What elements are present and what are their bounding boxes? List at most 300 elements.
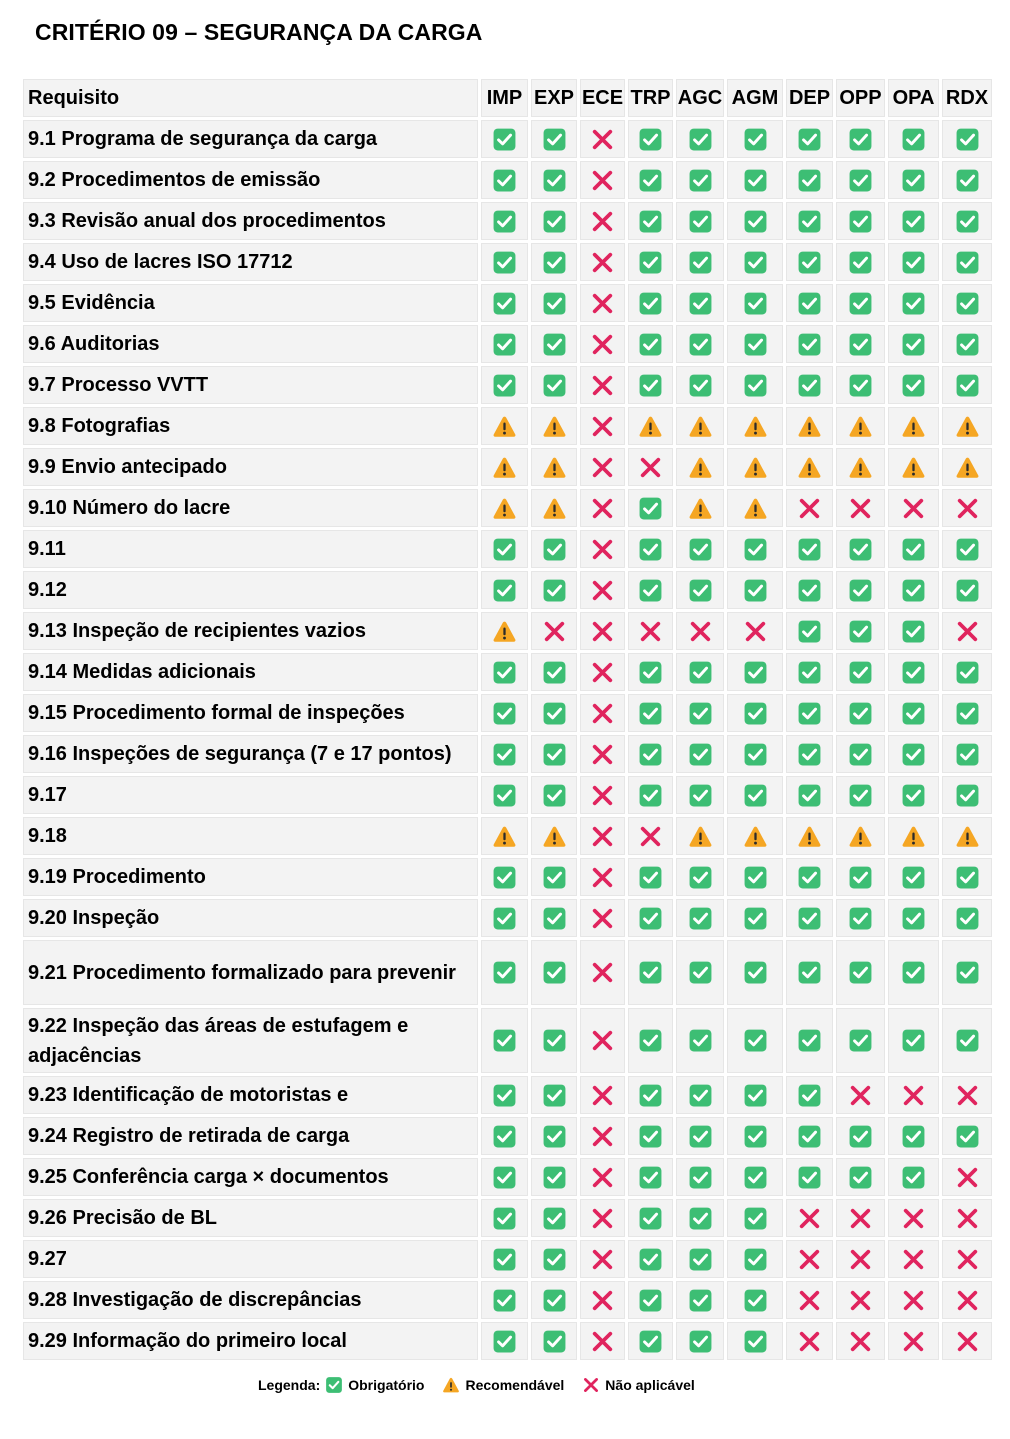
status-cell-imp: [481, 530, 528, 568]
legend-label: Legenda:: [258, 1377, 321, 1393]
status-cell-ece: [580, 571, 625, 609]
status-cell-agm: [727, 776, 783, 814]
check-icon: [901, 701, 926, 726]
status-cell-imp: [481, 694, 528, 732]
status-cell-rdx: [942, 776, 992, 814]
requirement-label: 9.20 Inspeção: [23, 899, 478, 937]
warning-icon: [848, 455, 873, 480]
check-icon: [955, 1124, 980, 1149]
cross-icon: [590, 496, 615, 521]
status-cell-dep: [786, 1199, 833, 1237]
check-icon: [797, 742, 822, 767]
column-header-dep: DEP: [786, 79, 833, 117]
check-icon: [743, 906, 768, 931]
check-icon: [743, 291, 768, 316]
status-cell-dep: [786, 202, 833, 240]
status-cell-exp: [531, 571, 577, 609]
check-icon: [901, 1028, 926, 1053]
cross-icon: [590, 414, 615, 439]
status-cell-opa: [888, 612, 939, 650]
check-icon: [848, 783, 873, 808]
status-cell-opa: [888, 1117, 939, 1155]
warning-icon: [901, 824, 926, 849]
requirement-label: 9.15 Procedimento formal de inspeções: [23, 694, 478, 732]
check-icon: [797, 373, 822, 398]
status-cell-opp: [836, 653, 885, 691]
cross-icon: [590, 783, 615, 808]
check-icon: [688, 960, 713, 985]
check-icon: [542, 332, 567, 357]
requirements-table: [23, 79, 992, 1360]
status-cell-trp: [628, 817, 673, 855]
check-icon: [797, 332, 822, 357]
status-cell-rdx: [942, 530, 992, 568]
status-cell-imp: [481, 776, 528, 814]
check-icon: [955, 960, 980, 985]
check-icon: [743, 660, 768, 685]
status-cell-opp: [836, 735, 885, 773]
check-icon: [492, 1165, 517, 1190]
check-icon: [901, 168, 926, 193]
cross-icon: [797, 1329, 822, 1354]
check-icon: [638, 906, 663, 931]
status-cell-exp: [531, 735, 577, 773]
status-cell-imp: [481, 1240, 528, 1278]
status-cell-ece: [580, 161, 625, 199]
check-icon: [955, 250, 980, 275]
status-cell-rdx: [942, 284, 992, 322]
check-icon: [743, 578, 768, 603]
check-icon: [743, 960, 768, 985]
status-cell-agm: [727, 858, 783, 896]
status-cell-dep: [786, 120, 833, 158]
check-icon: [797, 127, 822, 152]
status-cell-ece: [580, 202, 625, 240]
check-icon: [638, 578, 663, 603]
check-icon: [797, 1165, 822, 1190]
status-cell-ece: [580, 243, 625, 281]
check-icon: [492, 578, 517, 603]
cross-icon: [901, 1083, 926, 1108]
status-cell-agm: [727, 653, 783, 691]
status-cell-opa: [888, 161, 939, 199]
status-cell-opa: [888, 1158, 939, 1196]
status-cell-opa: [888, 366, 939, 404]
check-icon: [638, 250, 663, 275]
warning-icon: [743, 455, 768, 480]
status-cell-ece: [580, 776, 625, 814]
status-cell-opa: [888, 448, 939, 486]
warning-icon: [542, 496, 567, 521]
check-icon: [901, 1124, 926, 1149]
status-cell-ece: [580, 530, 625, 568]
status-cell-imp: [481, 120, 528, 158]
check-icon: [542, 1028, 567, 1053]
status-cell-imp: [481, 735, 528, 773]
column-header-imp: IMP: [481, 79, 528, 117]
cross-icon: [848, 1329, 873, 1354]
status-cell-agm: [727, 694, 783, 732]
cross-icon: [590, 1028, 615, 1053]
cross-icon: [638, 619, 663, 644]
status-cell-dep: [786, 284, 833, 322]
cross-icon: [590, 906, 615, 931]
cross-icon: [590, 1247, 615, 1272]
status-cell-opa: [888, 653, 939, 691]
status-cell-rdx: [942, 407, 992, 445]
status-cell-dep: [786, 817, 833, 855]
check-icon: [797, 1083, 822, 1108]
check-icon: [797, 960, 822, 985]
status-cell-trp: [628, 776, 673, 814]
check-icon: [638, 1247, 663, 1272]
cross-icon: [590, 742, 615, 767]
status-cell-agm: [727, 407, 783, 445]
status-cell-exp: [531, 1008, 577, 1073]
check-icon: [797, 906, 822, 931]
check-icon: [688, 1165, 713, 1190]
status-cell-rdx: [942, 366, 992, 404]
requirement-label: 9.16 Inspeções de segurança (7 e 17 pontos): [23, 735, 478, 773]
status-cell-dep: [786, 366, 833, 404]
check-icon: [688, 127, 713, 152]
status-cell-rdx: [942, 1008, 992, 1073]
check-icon: [688, 1028, 713, 1053]
status-cell-opa: [888, 325, 939, 363]
status-cell-opa: [888, 1322, 939, 1360]
check-icon: [797, 578, 822, 603]
check-icon: [901, 537, 926, 562]
requirement-label: 9.9 Envio antecipado: [23, 448, 478, 486]
check-icon: [542, 865, 567, 890]
check-icon: [743, 209, 768, 234]
check-icon: [688, 660, 713, 685]
check-icon: [542, 1247, 567, 1272]
status-cell-dep: [786, 1117, 833, 1155]
status-cell-exp: [531, 899, 577, 937]
status-cell-imp: [481, 448, 528, 486]
status-cell-agm: [727, 366, 783, 404]
status-cell-rdx: [942, 735, 992, 773]
column-header-ece: ECE: [580, 79, 625, 117]
check-icon: [743, 537, 768, 562]
column-header-opa: OPA: [888, 79, 939, 117]
status-cell-ece: [580, 940, 625, 1005]
status-cell-opp: [836, 530, 885, 568]
check-icon: [638, 783, 663, 808]
warning-icon: [848, 414, 873, 439]
legend-item-ok: Obrigatório: [348, 1377, 425, 1393]
check-icon: [848, 168, 873, 193]
status-cell-agc: [676, 776, 724, 814]
status-cell-opa: [888, 1076, 939, 1114]
check-icon: [848, 960, 873, 985]
check-icon: [901, 906, 926, 931]
check-icon: [797, 865, 822, 890]
status-cell-imp: [481, 1076, 528, 1114]
check-icon: [688, 906, 713, 931]
cross-icon: [848, 496, 873, 521]
status-cell-ece: [580, 612, 625, 650]
check-icon: [688, 373, 713, 398]
status-cell-opp: [836, 1240, 885, 1278]
status-cell-agc: [676, 1199, 724, 1237]
requirement-label: 9.14 Medidas adicionais: [23, 653, 478, 691]
status-cell-rdx: [942, 817, 992, 855]
cross-icon: [590, 1124, 615, 1149]
status-cell-agc: [676, 202, 724, 240]
status-cell-agm: [727, 243, 783, 281]
check-icon: [688, 701, 713, 726]
status-cell-imp: [481, 202, 528, 240]
status-cell-dep: [786, 1008, 833, 1073]
status-cell-dep: [786, 1158, 833, 1196]
check-icon: [848, 209, 873, 234]
check-icon: [955, 373, 980, 398]
check-icon: [542, 1165, 567, 1190]
status-cell-rdx: [942, 1322, 992, 1360]
check-icon: [901, 332, 926, 357]
status-cell-imp: [481, 243, 528, 281]
status-cell-opa: [888, 940, 939, 1005]
cross-icon: [590, 250, 615, 275]
cross-icon: [955, 1165, 980, 1190]
check-icon: [901, 250, 926, 275]
check-icon: [901, 619, 926, 644]
status-cell-dep: [786, 489, 833, 527]
check-icon: [688, 578, 713, 603]
status-cell-trp: [628, 489, 673, 527]
status-cell-exp: [531, 448, 577, 486]
check-icon: [492, 1247, 517, 1272]
check-icon: [492, 250, 517, 275]
requirement-label: 9.21 Procedimento formalizado para prevenir: [23, 940, 478, 1005]
cross-icon: [901, 1329, 926, 1354]
status-cell-opp: [836, 1008, 885, 1073]
requirement-label: 9.18: [23, 817, 478, 855]
check-icon: [492, 1206, 517, 1231]
check-icon: [492, 783, 517, 808]
status-cell-exp: [531, 161, 577, 199]
status-cell-opa: [888, 489, 939, 527]
check-icon: [901, 783, 926, 808]
status-cell-opp: [836, 940, 885, 1005]
check-icon: [542, 373, 567, 398]
status-cell-dep: [786, 571, 833, 609]
status-cell-exp: [531, 612, 577, 650]
check-icon: [848, 865, 873, 890]
status-cell-ece: [580, 325, 625, 363]
status-cell-agm: [727, 448, 783, 486]
status-cell-imp: [481, 1117, 528, 1155]
status-cell-opa: [888, 407, 939, 445]
warning-icon: [688, 824, 713, 849]
status-cell-opp: [836, 407, 885, 445]
check-icon: [688, 1083, 713, 1108]
status-cell-opa: [888, 694, 939, 732]
check-icon: [848, 332, 873, 357]
status-cell-agm: [727, 1199, 783, 1237]
legend: [258, 1376, 695, 1394]
check-icon: [688, 1124, 713, 1149]
check-icon: [542, 1329, 567, 1354]
cross-icon: [901, 496, 926, 521]
check-icon: [797, 209, 822, 234]
check-icon: [638, 1329, 663, 1354]
check-icon: [955, 906, 980, 931]
check-icon: [492, 1124, 517, 1149]
check-icon: [638, 496, 663, 521]
cross-icon: [590, 1206, 615, 1231]
check-icon: [743, 332, 768, 357]
check-icon: [492, 373, 517, 398]
status-cell-opp: [836, 489, 885, 527]
status-cell-ece: [580, 694, 625, 732]
check-icon: [797, 1124, 822, 1149]
status-cell-agm: [727, 325, 783, 363]
legend-item-warn: Recomendável: [465, 1377, 565, 1393]
check-icon: [955, 332, 980, 357]
check-icon: [492, 209, 517, 234]
status-cell-rdx: [942, 571, 992, 609]
status-cell-trp: [628, 325, 673, 363]
check-icon: [542, 168, 567, 193]
cross-icon: [590, 1165, 615, 1190]
check-icon: [955, 127, 980, 152]
cross-icon: [590, 1329, 615, 1354]
check-icon: [638, 960, 663, 985]
check-icon: [848, 742, 873, 767]
requirement-label: 9.11: [23, 530, 478, 568]
status-cell-imp: [481, 1322, 528, 1360]
column-header-agm: AGM: [727, 79, 783, 117]
cross-icon: [688, 619, 713, 644]
check-icon: [848, 1165, 873, 1190]
check-icon: [955, 1028, 980, 1053]
check-icon: [848, 906, 873, 931]
status-cell-agc: [676, 612, 724, 650]
check-icon: [797, 537, 822, 562]
column-header-agc: AGC: [676, 79, 724, 117]
status-cell-ece: [580, 899, 625, 937]
status-cell-opa: [888, 735, 939, 773]
check-icon: [901, 1165, 926, 1190]
check-icon: [848, 1028, 873, 1053]
status-cell-dep: [786, 407, 833, 445]
check-icon: [797, 619, 822, 644]
check-icon: [688, 1329, 713, 1354]
check-icon: [638, 1028, 663, 1053]
status-cell-trp: [628, 735, 673, 773]
check-icon: [492, 291, 517, 316]
status-cell-agc: [676, 120, 724, 158]
requirement-label: 9.7 Processo VVTT: [23, 366, 478, 404]
status-cell-imp: [481, 899, 528, 937]
requirement-label: 9.23 Identificação de motoristas e: [23, 1076, 478, 1114]
check-icon: [688, 783, 713, 808]
cross-icon: [590, 701, 615, 726]
status-cell-rdx: [942, 858, 992, 896]
check-icon: [492, 865, 517, 890]
check-icon: [638, 373, 663, 398]
status-cell-exp: [531, 1322, 577, 1360]
status-cell-exp: [531, 202, 577, 240]
status-cell-agc: [676, 858, 724, 896]
requirement-label: 9.8 Fotografias: [23, 407, 478, 445]
warning-icon: [492, 619, 517, 644]
status-cell-agm: [727, 161, 783, 199]
cross-icon: [955, 1329, 980, 1354]
status-cell-ece: [580, 1281, 625, 1319]
status-cell-trp: [628, 243, 673, 281]
status-cell-exp: [531, 489, 577, 527]
status-cell-imp: [481, 1158, 528, 1196]
status-cell-trp: [628, 366, 673, 404]
status-cell-imp: [481, 1199, 528, 1237]
check-icon: [638, 865, 663, 890]
status-cell-exp: [531, 940, 577, 1005]
status-cell-agm: [727, 571, 783, 609]
column-header-trp: TRP: [628, 79, 673, 117]
cross-icon: [848, 1083, 873, 1108]
status-cell-agc: [676, 161, 724, 199]
status-cell-opp: [836, 366, 885, 404]
check-icon: [688, 865, 713, 890]
status-cell-agc: [676, 735, 724, 773]
check-icon: [955, 168, 980, 193]
status-cell-agm: [727, 1076, 783, 1114]
check-icon: [542, 1124, 567, 1149]
check-icon: [955, 742, 980, 767]
status-cell-trp: [628, 612, 673, 650]
cross-icon: [743, 619, 768, 644]
status-cell-exp: [531, 1240, 577, 1278]
requirement-label: 9.10 Número do lacre: [23, 489, 478, 527]
check-icon: [492, 701, 517, 726]
check-icon: [542, 291, 567, 316]
check-icon: [743, 168, 768, 193]
cross-icon: [590, 960, 615, 985]
check-icon: [955, 865, 980, 890]
status-cell-opp: [836, 817, 885, 855]
status-cell-agc: [676, 1158, 724, 1196]
warning-icon: [955, 414, 980, 439]
status-cell-agm: [727, 202, 783, 240]
status-cell-agc: [676, 1076, 724, 1114]
warning-icon: [542, 414, 567, 439]
check-icon: [955, 537, 980, 562]
status-cell-exp: [531, 407, 577, 445]
status-cell-agm: [727, 284, 783, 322]
check-icon: [638, 1124, 663, 1149]
warning-icon: [743, 414, 768, 439]
check-icon: [797, 291, 822, 316]
status-cell-agc: [676, 899, 724, 937]
requirement-label: 9.24 Registro de retirada de carga: [23, 1117, 478, 1155]
status-cell-opp: [836, 1322, 885, 1360]
check-icon: [638, 1206, 663, 1231]
check-icon: [542, 578, 567, 603]
status-cell-exp: [531, 243, 577, 281]
check-icon: [688, 537, 713, 562]
check-icon: [688, 250, 713, 275]
status-cell-dep: [786, 448, 833, 486]
status-cell-opp: [836, 161, 885, 199]
status-cell-trp: [628, 120, 673, 158]
status-cell-dep: [786, 612, 833, 650]
status-cell-opp: [836, 243, 885, 281]
column-header-opp: OPP: [836, 79, 885, 117]
